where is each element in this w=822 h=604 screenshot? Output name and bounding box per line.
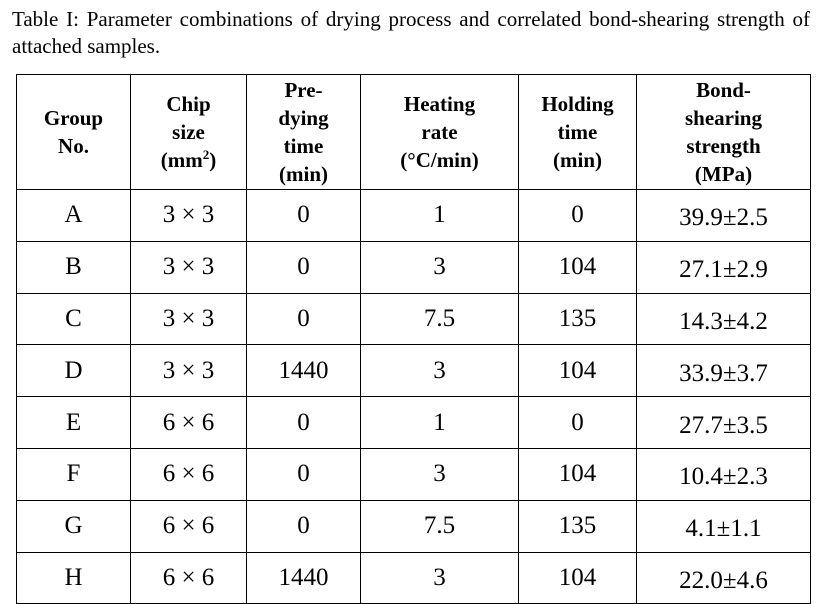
header-chip-line-2: size xyxy=(172,120,205,144)
header-heating-line-3: (°C/min) xyxy=(400,148,479,172)
header-heating-line-2: rate xyxy=(421,120,458,144)
cell-heating-rate: 1 xyxy=(361,190,519,242)
cell-group: E xyxy=(17,397,131,449)
cell-group: G xyxy=(17,500,131,552)
cell-holding-time: 135 xyxy=(519,500,637,552)
cell-chip-size: 3 × 3 xyxy=(131,345,247,397)
cell-group: C xyxy=(17,293,131,345)
header-predrying-time xyxy=(247,75,361,190)
table-row xyxy=(17,293,811,345)
cell-predrying-time: 0 xyxy=(247,448,361,500)
cell-bond-strength: 22.0±4.6 xyxy=(637,552,811,604)
cell-chip-size: 3 × 3 xyxy=(131,190,247,242)
parameter-table xyxy=(16,74,811,604)
header-chip-line-1: Chip xyxy=(166,92,211,116)
cell-bond-strength: 27.1±2.9 xyxy=(637,241,811,293)
cell-predrying-time: 0 xyxy=(247,190,361,242)
cell-predrying-time: 0 xyxy=(247,293,361,345)
header-holding-line-1: Holding xyxy=(541,92,614,116)
header-chip-unit-close: ) xyxy=(209,148,217,172)
cell-holding-time: 0 xyxy=(519,190,637,242)
header-strength-line-1: Bond- xyxy=(696,78,751,102)
header-chip-unit-open: (mm xyxy=(160,148,203,172)
table-row xyxy=(17,448,811,500)
cell-heating-rate: 3 xyxy=(361,448,519,500)
header-strength-line-2: shearing xyxy=(684,106,762,130)
cell-predrying-time: 1440 xyxy=(247,552,361,604)
cell-chip-size: 6 × 6 xyxy=(131,397,247,449)
header-group xyxy=(17,75,131,190)
cell-group: A xyxy=(17,190,131,242)
cell-group: B xyxy=(17,241,131,293)
cell-heating-rate: 3 xyxy=(361,241,519,293)
cell-holding-time: 135 xyxy=(519,293,637,345)
header-holding-line-3: (min) xyxy=(553,148,602,172)
cell-holding-time: 104 xyxy=(519,448,637,500)
header-group-line-2: No. xyxy=(58,134,89,158)
header-predrying-line-3: time xyxy=(283,134,324,158)
table-row xyxy=(17,500,811,552)
header-chip-size xyxy=(131,75,247,190)
header-strength-line-3: strength xyxy=(686,134,761,158)
cell-chip-size: 6 × 6 xyxy=(131,500,247,552)
cell-heating-rate: 7.5 xyxy=(361,293,519,345)
cell-chip-size: 6 × 6 xyxy=(131,448,247,500)
cell-bond-strength: 4.1±1.1 xyxy=(637,500,811,552)
cell-chip-size: 6 × 6 xyxy=(131,552,247,604)
cell-group: H xyxy=(17,552,131,604)
cell-bond-strength: 10.4±2.3 xyxy=(637,448,811,500)
header-predrying-line-4: (min) xyxy=(279,162,328,186)
table-row xyxy=(17,552,811,604)
header-bond-shearing-strength xyxy=(637,75,811,190)
cell-holding-time: 104 xyxy=(519,241,637,293)
cell-predrying-time: 1440 xyxy=(247,345,361,397)
cell-group: D xyxy=(17,345,131,397)
header-strength-line-4: (MPa) xyxy=(694,162,753,186)
cell-bond-strength: 27.7±3.5 xyxy=(637,397,811,449)
header-chip-unit-exponent: 2 xyxy=(202,147,210,162)
header-predrying-line-1: Pre- xyxy=(284,78,323,102)
cell-holding-time: 0 xyxy=(519,397,637,449)
header-predrying-line-2: dying xyxy=(278,106,329,130)
cell-heating-rate: 3 xyxy=(361,552,519,604)
header-row xyxy=(17,75,811,190)
cell-predrying-time: 0 xyxy=(247,241,361,293)
cell-heating-rate: 3 xyxy=(361,345,519,397)
header-group-line-1: Group xyxy=(43,106,104,130)
cell-bond-strength: 14.3±4.2 xyxy=(637,293,811,345)
cell-bond-strength: 39.9±2.5 xyxy=(637,190,811,242)
table-caption: Table I: Parameter combinations of drying process and correlated bond-shearing strength of attached samples. xyxy=(12,7,810,58)
cell-predrying-time: 0 xyxy=(247,500,361,552)
header-holding-line-2: time xyxy=(557,120,598,144)
header-holding-time xyxy=(519,75,637,190)
cell-chip-size: 3 × 3 xyxy=(131,241,247,293)
cell-heating-rate: 7.5 xyxy=(361,500,519,552)
cell-predrying-time: 0 xyxy=(247,397,361,449)
header-heating-line-1: Heating xyxy=(403,92,476,116)
cell-chip-size: 3 × 3 xyxy=(131,293,247,345)
table-row xyxy=(17,345,811,397)
cell-holding-time: 104 xyxy=(519,552,637,604)
cell-holding-time: 104 xyxy=(519,345,637,397)
table-row xyxy=(17,190,811,242)
cell-heating-rate: 1 xyxy=(361,397,519,449)
cell-group: F xyxy=(17,448,131,500)
header-heating-rate xyxy=(361,75,519,190)
table-row xyxy=(17,241,811,293)
table-row xyxy=(17,397,811,449)
parameter-table-container xyxy=(16,74,810,604)
cell-bond-strength: 33.9±3.7 xyxy=(637,345,811,397)
